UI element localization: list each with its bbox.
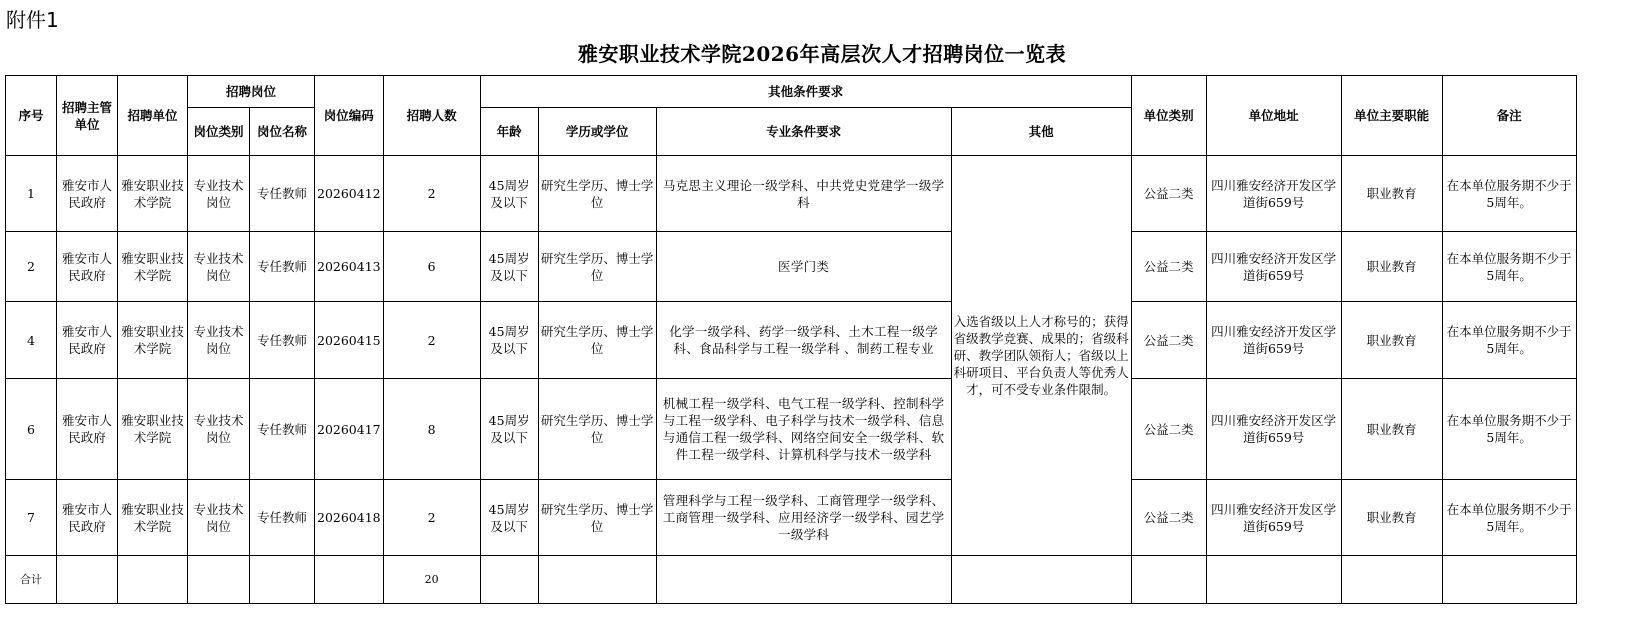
cell-address: 四川雅安经济开发区学道街659号 — [1206, 379, 1341, 480]
cell-remark: 在本单位服务期不少于5周年。 — [1442, 232, 1576, 302]
cell-position-name: 专任教师 — [250, 302, 315, 379]
cell-major: 马克思主义理论一级学科、中共党史党建学一级学科 — [656, 156, 951, 232]
cell-function: 职业教育 — [1341, 156, 1442, 232]
cell-remark: 在本单位服务期不少于5周年。 — [1442, 156, 1576, 232]
cell-remark: 在本单位服务期不少于5周年。 — [1442, 302, 1576, 379]
cell-unit: 雅安职业技术学院 — [118, 302, 188, 379]
cell-function: 职业教育 — [1341, 379, 1442, 480]
total-count: 20 — [383, 556, 480, 604]
cell-degree: 研究生学历、博士学位 — [538, 480, 656, 556]
header-major: 专业条件要求 — [656, 108, 951, 156]
cell-age: 45周岁及以下 — [480, 156, 538, 232]
cell-position-type: 专业技术岗位 — [188, 302, 250, 379]
cell-seq: 4 — [6, 302, 57, 379]
cell-age: 45周岁及以下 — [480, 480, 538, 556]
cell-major: 化学一级学科、药学一级学科、土木工程一级学科、食品科学与工程一级学科 、制药工程专业 — [656, 302, 951, 379]
cell-degree: 研究生学历、博士学位 — [538, 232, 656, 302]
cell-seq: 1 — [6, 156, 57, 232]
page-title: 雅安职业技术学院2026年高层次人才招聘岗位一览表 — [577, 42, 1067, 66]
total-empty-cell — [118, 556, 188, 604]
cell-unit: 雅安职业技术学院 — [118, 156, 188, 232]
total-empty-cell — [315, 556, 384, 604]
cell-position-type: 专业技术岗位 — [188, 232, 250, 302]
total-empty-cell — [57, 556, 118, 604]
cell-address: 四川雅安经济开发区学道街659号 — [1206, 156, 1341, 232]
cell-dept: 雅安市人民政府 — [57, 379, 118, 480]
cell-other: 入选省级以上人才称号的；获得省级教学竞赛、成果的；省级科研、教学团队领衔人；省级以上科研项目、平台负责人等优秀人才，可不受专业条件限制。 — [951, 156, 1131, 556]
header-position-group: 招聘岗位 — [188, 76, 315, 108]
cell-unit-type: 公益二类 — [1131, 302, 1206, 379]
header-dept: 招聘主管单位 — [57, 76, 118, 156]
total-empty-cell — [951, 556, 1131, 604]
cell-position-type: 专业技术岗位 — [188, 156, 250, 232]
cell-dept: 雅安市人民政府 — [57, 480, 118, 556]
cell-major: 机械工程一级学科、电气工程一级学科、控制科学与工程一级学科、电子科学与技术一级学科、信息与通信工程一级学科、网络空间安全一级学科、软件工程一级学科、计算机科学与技术一级学科 — [656, 379, 951, 480]
total-empty-cell — [1442, 556, 1576, 604]
cell-address: 四川雅安经济开发区学道街659号 — [1206, 302, 1341, 379]
cell-remark: 在本单位服务期不少于5周年。 — [1442, 379, 1576, 480]
header-degree: 学历或学位 — [538, 108, 656, 156]
header-remark: 备注 — [1442, 76, 1576, 156]
cell-unit-type: 公益二类 — [1131, 480, 1206, 556]
cell-unit: 雅安职业技术学院 — [118, 379, 188, 480]
cell-count: 2 — [383, 156, 480, 232]
cell-remark: 在本单位服务期不少于5周年。 — [1442, 480, 1576, 556]
cell-unit: 雅安职业技术学院 — [118, 232, 188, 302]
cell-unit-type: 公益二类 — [1131, 232, 1206, 302]
cell-degree: 研究生学历、博士学位 — [538, 302, 656, 379]
cell-dept: 雅安市人民政府 — [57, 302, 118, 379]
cell-code: 20260415 — [315, 302, 384, 379]
total-empty-cell — [656, 556, 951, 604]
total-empty-cell — [1341, 556, 1442, 604]
header-address: 单位地址 — [1206, 76, 1341, 156]
cell-function: 职业教育 — [1341, 480, 1442, 556]
total-empty-cell — [1206, 556, 1341, 604]
attachment-label: 附件1 — [6, 8, 59, 32]
total-empty-cell — [1131, 556, 1206, 604]
cell-age: 45周岁及以下 — [480, 379, 538, 480]
cell-count: 8 — [383, 379, 480, 480]
total-label: 合计 — [6, 556, 57, 604]
cell-code: 20260418 — [315, 480, 384, 556]
cell-code: 20260417 — [315, 379, 384, 480]
header-position-name: 岗位名称 — [250, 108, 315, 156]
cell-age: 45周岁及以下 — [480, 302, 538, 379]
cell-position-type: 专业技术岗位 — [188, 480, 250, 556]
header-other: 其他 — [951, 108, 1131, 156]
cell-function: 职业教育 — [1341, 232, 1442, 302]
cell-position-type: 专业技术岗位 — [188, 379, 250, 480]
header-age: 年龄 — [480, 108, 538, 156]
cell-seq: 6 — [6, 379, 57, 480]
cell-unit: 雅安职业技术学院 — [118, 480, 188, 556]
total-empty-cell — [538, 556, 656, 604]
header-seq: 序号 — [6, 76, 57, 156]
header-count: 招聘人数 — [383, 76, 480, 156]
cell-address: 四川雅安经济开发区学道街659号 — [1206, 480, 1341, 556]
header-position-type: 岗位类别 — [188, 108, 250, 156]
cell-major: 医学门类 — [656, 232, 951, 302]
cell-position-name: 专任教师 — [250, 480, 315, 556]
cell-code: 20260413 — [315, 232, 384, 302]
header-other-group: 其他条件要求 — [480, 76, 1131, 108]
total-empty-cell — [250, 556, 315, 604]
cell-code: 20260412 — [315, 156, 384, 232]
cell-count: 6 — [383, 232, 480, 302]
cell-address: 四川雅安经济开发区学道街659号 — [1206, 232, 1341, 302]
total-empty-cell — [188, 556, 250, 604]
table-row — [6, 232, 1577, 302]
table-row — [6, 379, 1577, 480]
cell-degree: 研究生学历、博士学位 — [538, 379, 656, 480]
cell-major: 管理科学与工程一级学科、工商管理学一级学科、工商管理一级学科、应用经济学一级学科、园艺学一级学科 — [656, 480, 951, 556]
table-row — [6, 480, 1577, 556]
total-row — [6, 556, 1577, 604]
cell-count: 2 — [383, 480, 480, 556]
header-code: 岗位编码 — [315, 76, 384, 156]
cell-seq: 2 — [6, 232, 57, 302]
cell-position-name: 专任教师 — [250, 232, 315, 302]
cell-dept: 雅安市人民政府 — [57, 232, 118, 302]
cell-unit-type: 公益二类 — [1131, 379, 1206, 480]
cell-function: 职业教育 — [1341, 302, 1442, 379]
cell-position-name: 专任教师 — [250, 379, 315, 480]
table-row — [6, 156, 1577, 232]
header-function: 单位主要职能 — [1341, 76, 1442, 156]
cell-dept: 雅安市人民政府 — [57, 156, 118, 232]
header-unit: 招聘单位 — [118, 76, 188, 156]
cell-unit-type: 公益二类 — [1131, 156, 1206, 232]
total-empty-cell — [480, 556, 538, 604]
cell-count: 2 — [383, 302, 480, 379]
cell-position-name: 专任教师 — [250, 156, 315, 232]
cell-degree: 研究生学历、博士学位 — [538, 156, 656, 232]
cell-age: 45周岁及以下 — [480, 232, 538, 302]
table-row — [6, 302, 1577, 379]
recruitment-table — [5, 75, 1577, 604]
cell-seq: 7 — [6, 480, 57, 556]
header-unit-type: 单位类别 — [1131, 76, 1206, 156]
